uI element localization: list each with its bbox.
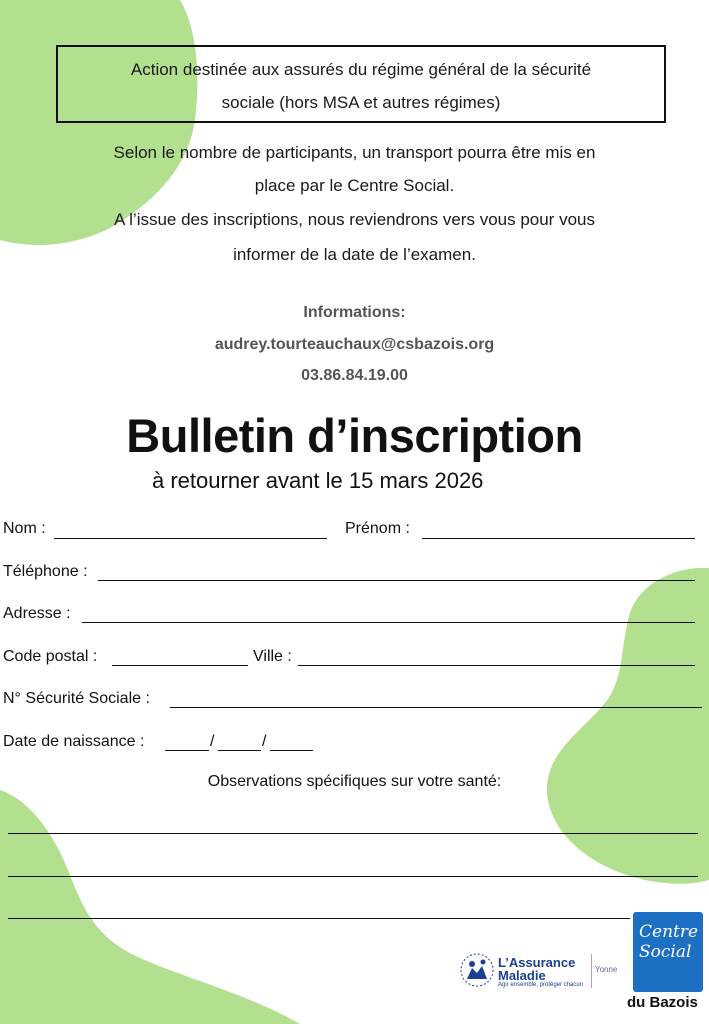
intro-line-1: Selon le nombre de participants, un transport pourra être mis en [113,143,596,162]
telephone-label: Téléphone : [3,563,88,580]
assurance-maladie-logo [458,948,623,996]
intro-line-2: place par le Centre Social. [254,176,455,195]
assurance-maladie-name [498,956,575,982]
centre-logo-line-1: Centre [639,922,699,942]
centre-social-logo [633,912,703,992]
nom-field[interactable] [54,538,327,539]
code-postal-field[interactable] [112,665,248,666]
birth-year-field[interactable] [270,750,313,751]
centre-social-name: du Bazois [627,994,698,1011]
ville-label: Ville : [253,648,292,665]
prenom-field[interactable] [422,538,695,539]
telephone-field[interactable] [98,580,695,581]
observations-line-1[interactable] [8,833,698,834]
adresse-label: Adresse : [3,605,71,622]
assurance-name-line-2: Maladie [498,968,546,983]
date-separator-2: / [262,733,267,750]
assurance-region: Yonne [595,965,618,974]
intro-line-3: A l’issue des inscriptions, nous reviendrons vers vous pour vous [114,210,595,229]
assurance-tagline: Agir ensemble, protéger chacun [498,982,584,988]
notice-line-1: Action destinée aux assurés du régime général de la sécurité [130,60,592,79]
code-postal-label: Code postal : [3,648,98,665]
green-blob-right [545,568,709,888]
intro-line-4: informer de la date de l’examen. [233,245,476,264]
observations-line-3[interactable] [8,918,630,919]
assurance-name-line-1: L’Assurance [498,955,576,970]
observations-line-2[interactable] [8,876,698,877]
green-blob-bottom-left [0,790,300,1024]
centre-social-logo-text [639,922,698,962]
birth-month-field[interactable] [218,750,261,751]
notice-line-2: sociale (hors MSA et autres régimes) [221,93,501,112]
ville-field[interactable] [298,665,695,666]
prenom-label: Prénom : [345,520,410,537]
logo-divider [591,954,592,988]
securite-sociale-field[interactable] [170,707,702,708]
birth-day-field[interactable] [165,750,209,751]
contact-phone: 03.86.84.19.00 [301,367,408,384]
adresse-field[interactable] [82,622,695,623]
form-subtitle: à retourner avant le 15 mars 2026 [152,468,484,493]
securite-sociale-label: N° Sécurité Sociale : [3,690,150,707]
date-naissance-label: Date de naissance : [3,733,145,750]
contact-email: audrey.tourteauchaux@csbazois.org [214,336,495,353]
eligibility-notice-box [56,45,666,123]
date-separator-1: / [210,733,215,750]
nom-label: Nom : [3,520,46,537]
contact-label: Informations: [303,304,406,321]
observations-label: Observations spécifiques sur votre santé: [207,773,502,790]
form-title: Bulletin d’inscription [126,409,583,462]
centre-logo-line-2: Social [639,942,692,962]
assurance-maladie-emblem-icon [458,951,496,989]
